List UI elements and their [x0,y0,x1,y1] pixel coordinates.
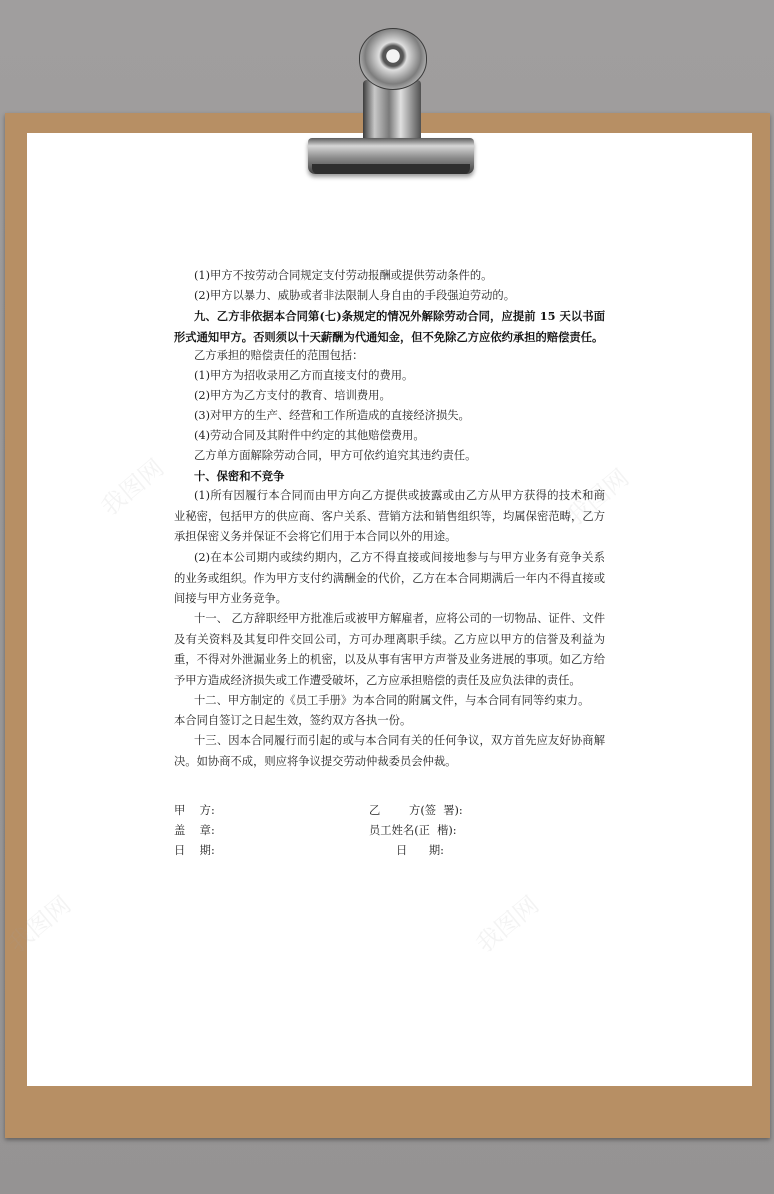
clause-paragraph: (4)劳动合同及其附件中约定的其他赔偿费用。 [194,429,425,442]
clause-paragraph: (2)在本公司期内或续约期内，乙方不得直接或间接地参与与甲方业务有竞争关系的业务或组织。作为甲方支付约满酬金的代价，乙方在本合同期满后一年内不得直接或间接与甲方业务竞争。 [174,551,605,606]
clause-paragraph: (1)甲方不按劳动合同规定支付劳动报酬或提供劳动条件的。 [194,269,493,282]
clip-plate-shadow [312,164,470,174]
employee-name-label: 员工姓名(正 楷): [369,824,457,837]
watermark-text: 我图网 [561,463,635,532]
clause-paragraph: 本合同自签订之日起生效，签约双方各执一份。 [174,714,412,727]
clause-heading-10: 十、保密和不竞争 [194,469,285,483]
clause-paragraph: (2)甲方以暴力、威胁或者非法限制人身自由的手段强迫劳动的。 [194,289,516,302]
watermark-text: 我图网 [3,890,77,959]
date-label-right: 日 期: [396,844,444,857]
watermark-text: 我图网 [471,890,545,959]
clause-heading-9: 九、乙方非依据本合同第(七)条规定的情况外解除劳动合同，应提前 15 天以书面形式通知甲方。否则须以十天薪酬为代通知金，但不免除乙方应依约承担的赔偿责任。 [174,309,605,344]
clause-heading-13: 十三、因本合同履行而引起的或与本合同有关的任何争议，双方首先应友好协商解决。如协商不成，则应将争议提交劳动仲裁委员会仲裁。 [174,734,605,768]
clause-heading-12: 十二、甲方制定的《员工手册》为本合同的附属文件，与本合同有同等约束力。 [194,694,590,707]
clause-paragraph: (1)甲方为招收录用乙方而直接支付的费用。 [194,369,414,382]
binder-clip-icon [359,28,427,90]
clause-paragraph: (1)所有因履行本合同而由甲方向乙方提供或披露或由乙方从甲方获得的技术和商业秘密，包括甲方的供应商、客户关系、营销方法和销售组织等，均属保密范畴，乙方承担保密义务并保证不会将它们用于本合同以外的用途。 [174,489,605,544]
watermark-text: 我图网 [96,453,170,522]
party-b-label: 乙 方(签 署): [369,804,463,817]
clause-paragraph: 乙方单方面解除劳动合同，甲方可依约追究其违约责任。 [194,449,477,462]
seal-label: 盖 章: [174,824,215,837]
party-a-label: 甲 方: [174,804,215,817]
clause-heading-11: 十一、 乙方辞职经甲方批准后或被甲方解雇者，应将公司的一切物品、证件、文件及有关资料及其复印件交回公司，方可办理离职手续。乙方应以甲方的信誉及利益为重，不得对外泄漏业务上的机密，以及从事有害甲方声誉及业务进展的事项。如乙方给予甲方造成经济损失或工作遭受破坏，乙方应承担赔偿的责任及应负法律的责任。 [174,612,605,687]
clause-paragraph: 乙方承担的赔偿责任的范围包括： [194,349,364,362]
clause-paragraph: (2)甲方为乙方支付的教育、培训费用。 [194,389,391,402]
clause-paragraph: (3)对甲方的生产、经营和工作所造成的直接经济损失。 [194,409,470,422]
date-label-left: 日 期: [174,844,215,857]
